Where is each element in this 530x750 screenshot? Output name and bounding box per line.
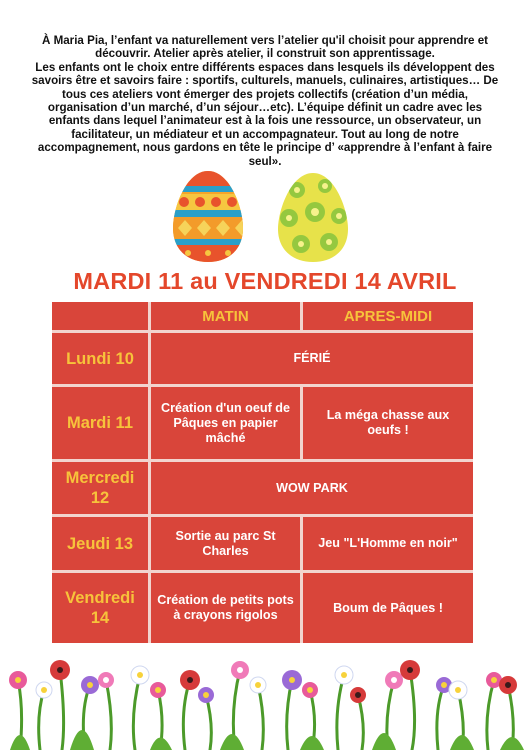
intro-line: organisation d’un marché, d’un séjour…etc). L’équipe définit un cadre avec les xyxy=(47,101,483,115)
full-day-activity: WOW PARK xyxy=(151,462,473,514)
header-afternoon: APRES-MIDI xyxy=(303,302,473,330)
page-title: MARDI 11 au VENDREDI 14 AVRIL xyxy=(73,268,457,294)
intro-paragraph xyxy=(12,34,518,168)
afternoon-activity: Boum de Pâques ! xyxy=(303,573,473,643)
intro-line: savoirs être et savoirs faire : sportifs, culturels, manuels, culinaires, artistiques… De xyxy=(31,74,499,88)
morning-activity: Création de petits pots à crayons rigolos xyxy=(151,573,300,643)
easter-eggs xyxy=(0,168,530,268)
day-cell: Lundi 10 xyxy=(52,333,148,384)
easter-egg-yellow-icon xyxy=(275,170,351,264)
easter-egg-orange-icon xyxy=(170,168,246,264)
day-cell: Mardi 11 xyxy=(52,387,148,459)
intro-line: seul». xyxy=(248,154,282,168)
header-morning: MATIN xyxy=(151,302,300,330)
intro-line: À Maria Pia, l’enfant va naturellement vers l’atelier qu'il choisit pour apprendre et xyxy=(41,34,489,47)
intro-line: facilitateur, un médiateur et un accompagnateur. Tout au long de notre xyxy=(71,127,459,141)
table-corner-cell xyxy=(52,302,148,330)
flower-meadow-icon xyxy=(0,640,530,750)
morning-activity: Sortie au parc St Charles xyxy=(151,517,300,570)
intro-line: tous ces ateliers vont émerger des projets collectifs (création d’un média, xyxy=(62,87,468,101)
afternoon-activity: Jeu "L'Homme en noir" xyxy=(303,517,473,570)
intro-line: enfants dans lequel l’animateur est à la fois une ressource, un observateur, un xyxy=(48,114,482,128)
day-cell: Jeudi 13 xyxy=(52,517,148,570)
day-cell: Vendredi 14 xyxy=(52,573,148,643)
intro-line: accompagnement, nous gardons en tête le principe d’ «apprendre à l’enfant à faire xyxy=(37,141,493,155)
full-day-activity: FÉRIÉ xyxy=(151,333,473,384)
intro-line: Les enfants ont le choix entre différents espaces dans lesquels ils développent des xyxy=(35,60,495,74)
schedule-table xyxy=(52,302,473,643)
day-cell: Mercredi 12 xyxy=(52,462,148,514)
morning-activity: Création d'un oeuf de Pâques en papier mâché xyxy=(151,387,300,459)
afternoon-activity: La méga chasse aux oeufs ! xyxy=(303,387,473,459)
intro-line: découvrir. Atelier après atelier, il construit son apprentissage. xyxy=(95,47,435,61)
